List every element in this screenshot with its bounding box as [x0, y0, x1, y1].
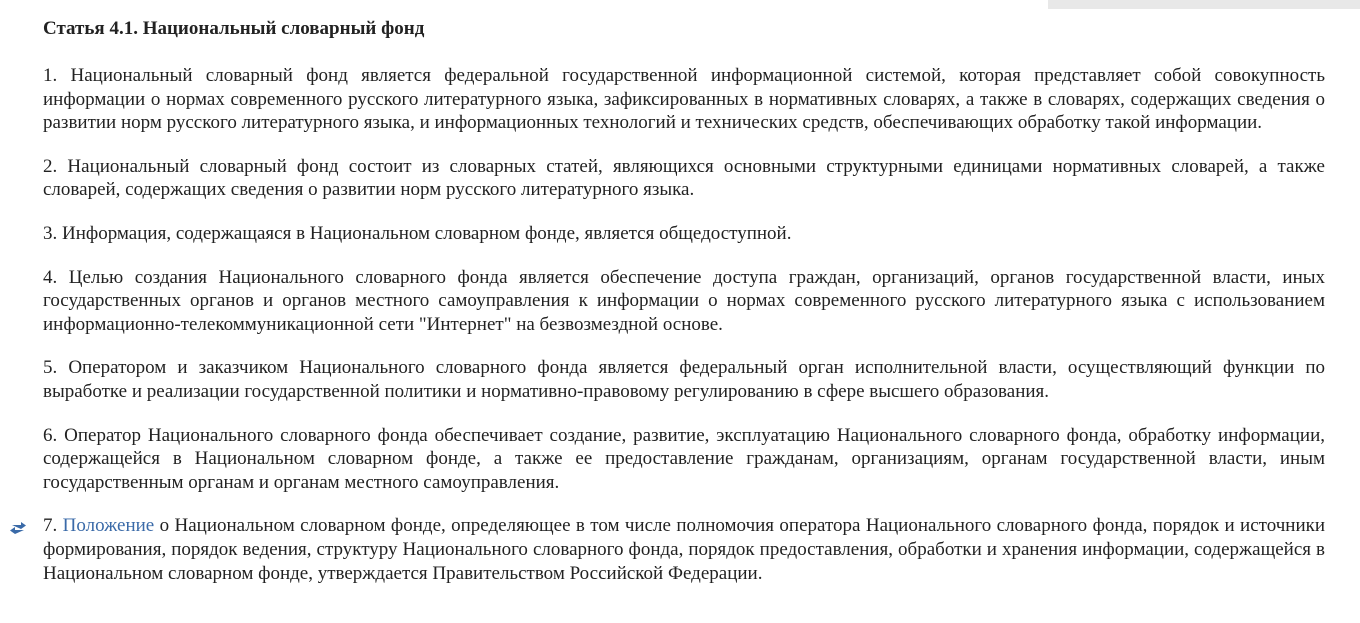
paragraph-4: 4. Целью создания Национального словарного фонда является обеспечение доступа граждан, организаций, органов государственной власти, иных государственных органов и органов местного самоуправления к информации о нормах современного русского литературного языка с использованием информационно-телекоммуникационной сети "Интернет" на безвозмездной основе. [43, 266, 1325, 335]
paragraph-5: 5. Оператором и заказчиком Национального словарного фонда является федеральный орган исполнительной власти, осуществляющий функции по выработке и реализации государственной политики и нормативно-правовому регулированию в сфере высшего образования. [43, 357, 1325, 402]
regulation-link[interactable]: Положение [62, 515, 155, 537]
swap-arrows-icon[interactable] [9, 518, 27, 532]
paragraph-6: 6. Оператор Национального словарного фонда обеспечивает создание, развитие, эксплуатацию Национального словарного фонда, обработку информации, содержащейся в Национальном словарном фонде, а также ее предоставление гражданам, организациям, органам государственной власти, иным государственным органам и органам местного самоуправления. [43, 424, 1325, 493]
paragraph-3: 3. Информация, содержащаяся в Национальном словарном фонде, является общедоступной. [43, 222, 792, 244]
paragraph-7 [43, 514, 1325, 585]
paragraph-7-text: о Национальном словарном фонде, определяющее в том числе полномочия оператора Национального словарного фонда, порядок и источники формирования, порядок ведения, структуру Национального словарного фонда, порядок предоставления, обработки и хранения информации, содержащейся в Национальном словарном фонде, утверждается Правительством Российской Федерации. [43, 515, 1326, 584]
top-panel [1048, 0, 1360, 9]
paragraph-1: 1. Национальный словарный фонд является федеральной государственной информационной системой, которая представляет собой совокупность информации о нормах современного русского литературного языка, зафиксированных в нормативных словарях, а также в словарях, содержащих сведения о развитии норм русского литературного языка, и информационных технологий и технических средств, обеспечивающих обработку такой информации. [43, 65, 1325, 134]
article [43, 16, 1325, 605]
article-title: Статья 4.1. Национальный словарный фонд [43, 18, 425, 39]
paragraph-2: 2. Национальный словарный фонд состоит из словарных статей, являющихся основными структурными единицами нормативных словарей, а также словарей, содержащих сведения о развитии норм русского литературного языка. [43, 155, 1325, 201]
paragraph-7-number: 7. [43, 515, 63, 537]
